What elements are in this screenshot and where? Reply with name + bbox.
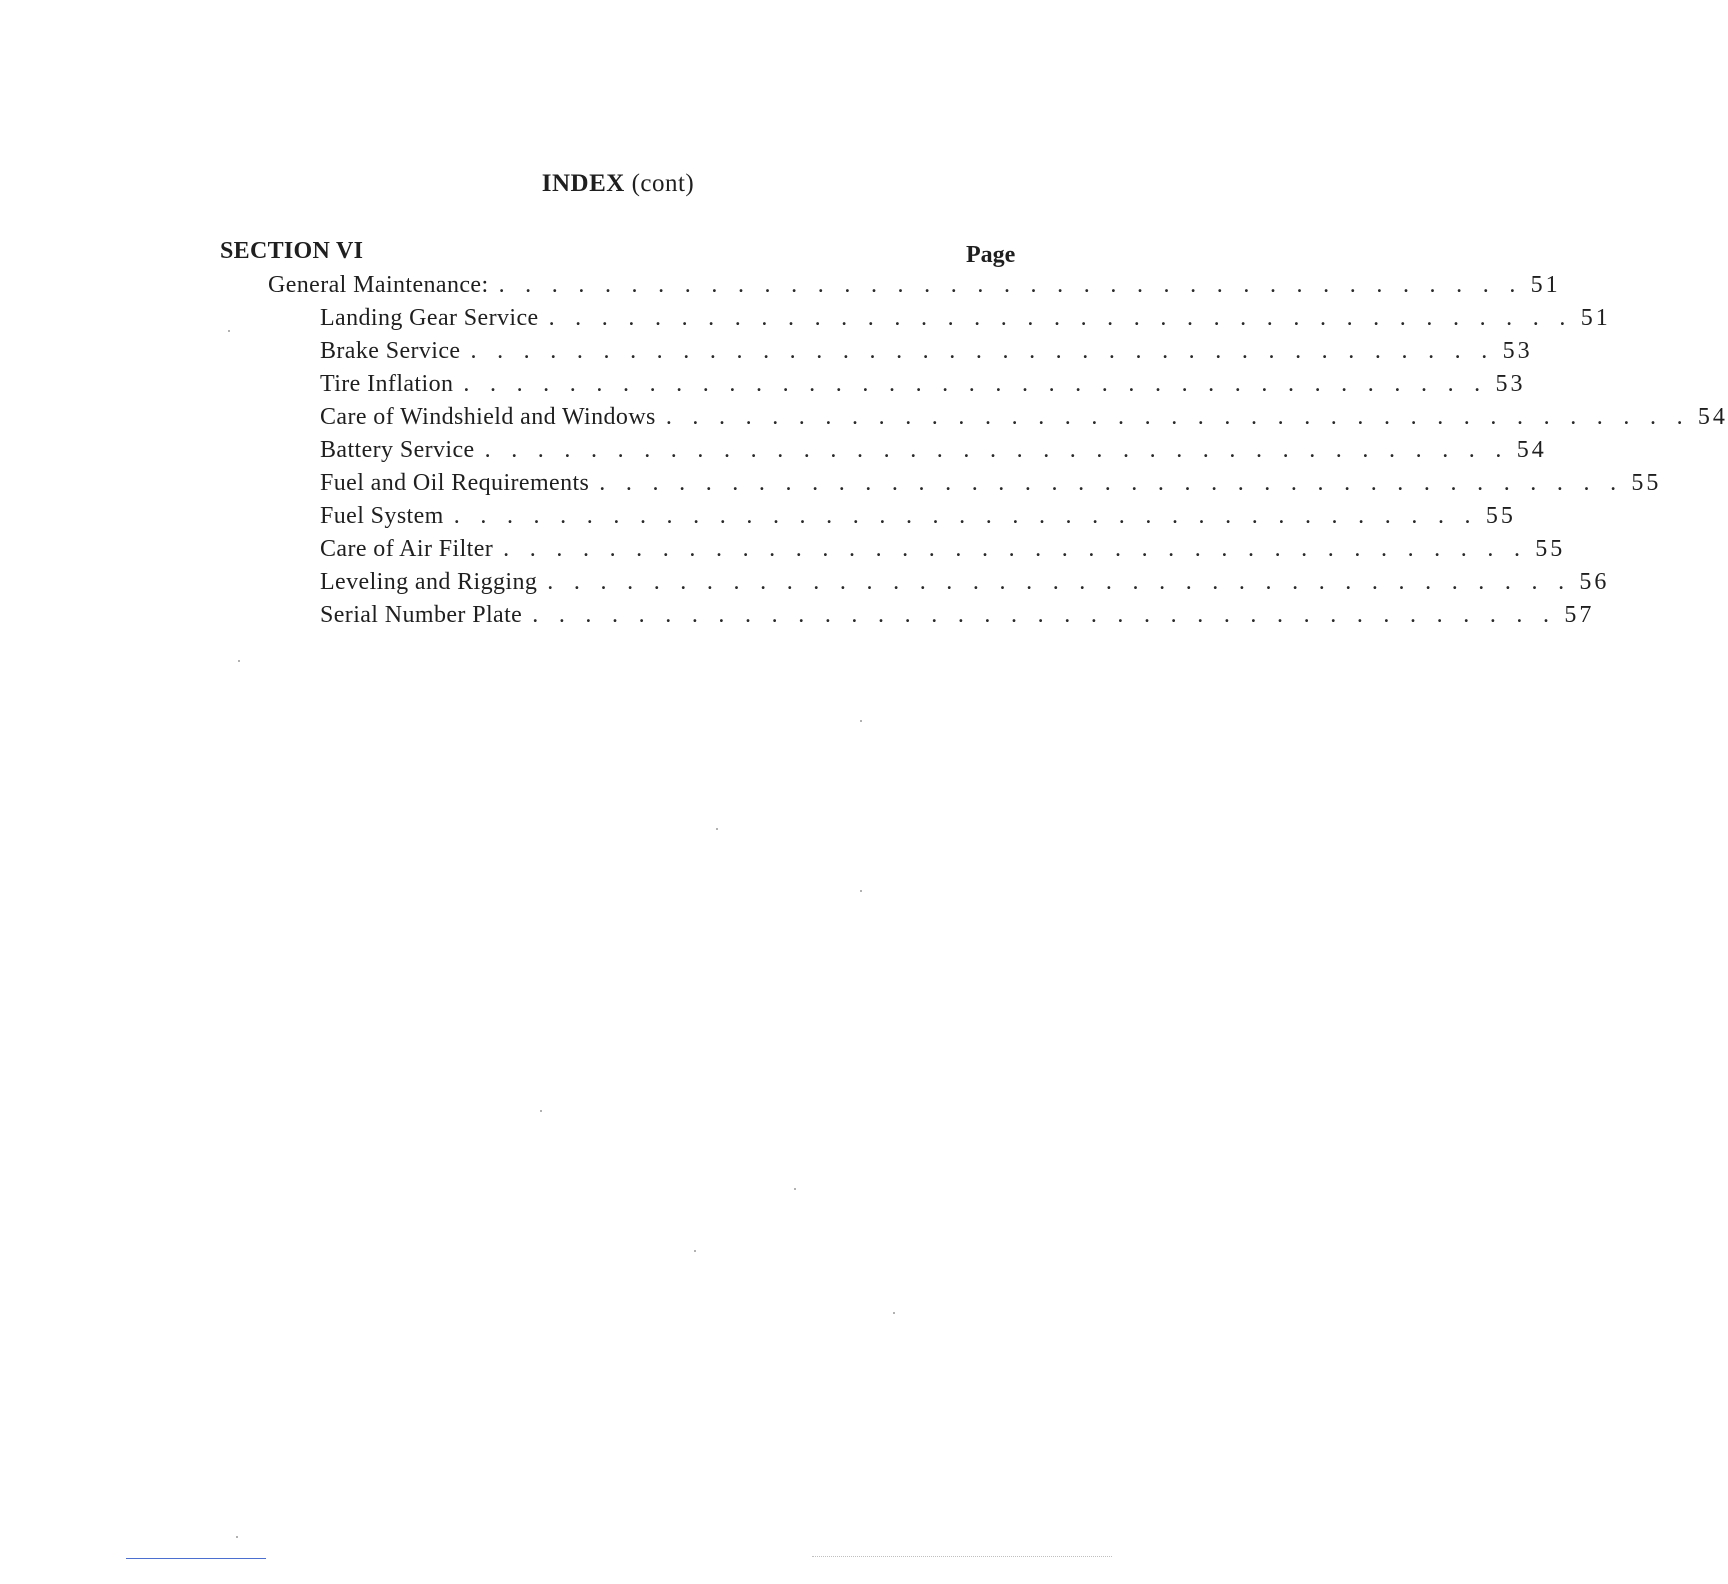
- leader-dots: . . . . . . . . . . . . . . . . . . . . . . . . . . . . . . . . . . . . . . .: [665, 404, 1690, 430]
- toc-entry-page: 51: [1580, 305, 1611, 331]
- scan-speck: [236, 1536, 238, 1538]
- toc-entry: [320, 338, 1533, 370]
- toc-entry: [320, 437, 1547, 469]
- toc-entry-label: Tire Inflation: [320, 371, 454, 397]
- toc-entry-label: Battery Service: [320, 437, 475, 463]
- leader-dots: . . . . . . . . . . . . . . . . . . . . . . . . . . . . . . . . . . . . . . .: [463, 371, 1488, 397]
- toc-entry: [320, 569, 1610, 601]
- toc-entry-label: Leveling and Rigging: [320, 569, 538, 595]
- section-heading: SECTION VI: [220, 238, 364, 264]
- toc-entry-label: Serial Number Plate: [320, 602, 523, 628]
- toc-entry-label: Fuel and Oil Requirements: [320, 470, 590, 496]
- toc-entry-page: 56: [1579, 569, 1610, 595]
- toc-entry: [320, 536, 1566, 568]
- leader-dots: . . . . . . . . . . . . . . . . . . . . . . . . . . . . . . . . . . . . . . .: [547, 569, 1572, 595]
- toc-entry-label: Care of Air Filter: [320, 536, 494, 562]
- leader-dots: . . . . . . . . . . . . . . . . . . . . . . . . . . . . . . . . . . . . . . .: [548, 305, 1573, 331]
- toc-entry-label: Care of Windshield and Windows: [320, 404, 656, 430]
- footer-dotted-rule: [812, 1556, 1112, 1559]
- scan-speck: [716, 828, 718, 830]
- toc-entry-page: 51: [1530, 272, 1561, 298]
- toc-entry-page: 54: [1516, 437, 1547, 463]
- toc-entry: [268, 272, 1561, 304]
- toc-entry: [320, 371, 1526, 403]
- scan-speck: [694, 1250, 696, 1252]
- toc-entry-page: 57: [1564, 602, 1595, 628]
- page-column-label: Page: [966, 242, 1016, 268]
- toc-entry: [320, 305, 1611, 337]
- leader-dots: . . . . . . . . . . . . . . . . . . . . . . . . . . . . . . . . . . . . . . .: [532, 602, 1557, 628]
- leader-dots: . . . . . . . . . . . . . . . . . . . . . . . . . . . . . . . . . . . . . . .: [599, 470, 1624, 496]
- toc-entry-label: Fuel System: [320, 503, 444, 529]
- toc-entry-page: 54: [1697, 404, 1728, 430]
- scan-speck: [238, 660, 240, 662]
- toc-entry: [320, 404, 1728, 436]
- toc-entry-label: General Maintenance:: [268, 272, 489, 298]
- leader-dots: . . . . . . . . . . . . . . . . . . . . . . . . . . . . . . . . . . . . . . .: [484, 437, 1509, 463]
- footer-rule: [126, 1558, 266, 1559]
- page-title-main: INDEX: [541, 170, 625, 197]
- leader-dots: . . . . . . . . . . . . . . . . . . . . . . . . . . . . . . . . . . . . . . .: [470, 338, 1495, 364]
- toc-entry: [320, 503, 1516, 535]
- toc-entry-page: 55: [1631, 470, 1662, 496]
- scan-speck: [228, 330, 230, 332]
- leader-dots: . . . . . . . . . . . . . . . . . . . . . . . . . . . . . . . . . . . . . . .: [503, 536, 1528, 562]
- toc-entry-page: 53: [1495, 371, 1526, 397]
- page-title-suffix: (cont): [631, 170, 695, 197]
- toc-entry-label: Landing Gear Service: [320, 305, 539, 331]
- page-title: [0, 170, 1236, 198]
- toc-entry-label: Brake Service: [320, 338, 461, 364]
- toc-entry: [320, 602, 1595, 634]
- scan-speck: [860, 720, 862, 722]
- leader-dots: . . . . . . . . . . . . . . . . . . . . . . . . . . . . . . . . . . . . . . .: [453, 503, 1478, 529]
- scan-speck: [860, 890, 862, 892]
- leader-dots: . . . . . . . . . . . . . . . . . . . . . . . . . . . . . . . . . . . . . . .: [498, 272, 1523, 298]
- scan-speck: [540, 1110, 542, 1112]
- toc-entry-page: 55: [1535, 536, 1566, 562]
- toc-entry: [320, 470, 1662, 502]
- toc-entry-page: 53: [1502, 338, 1533, 364]
- scan-speck: [794, 1188, 796, 1190]
- toc-entry-page: 55: [1485, 503, 1516, 529]
- scan-speck: [893, 1312, 895, 1314]
